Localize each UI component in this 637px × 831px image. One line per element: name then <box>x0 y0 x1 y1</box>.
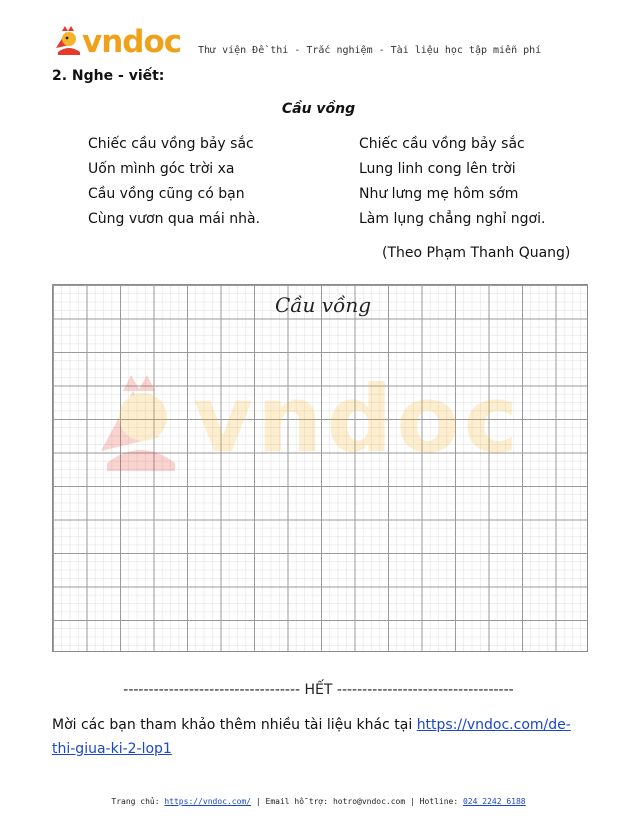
footer-home-label: Trang chủ: <box>111 797 165 806</box>
poem-line: Chiếc cầu vồng bảy sắc <box>88 136 254 152</box>
header-tagline: Thư viện Đề thi - Trắc nghiệm - Tài liệu học tập miễn phí <box>198 45 542 56</box>
reference-paragraph <box>52 713 592 761</box>
logo-text: vndoc <box>82 24 182 60</box>
mascot-icon <box>52 26 86 56</box>
handwritten-title: Cầu vồng <box>275 293 372 317</box>
poem-author: (Theo Phạm Thanh Quang) <box>382 245 571 261</box>
footer-home-link[interactable]: https://vndoc.com/ <box>164 797 252 806</box>
poem-line: Cùng vươn qua mái nhà. <box>88 211 261 227</box>
poem-line: Chiếc cầu vồng bảy sắc <box>359 136 525 152</box>
page-header <box>52 22 592 62</box>
footer-hotline-link[interactable]: 024 2242 6188 <box>462 797 526 806</box>
poem-line: Như lưng mẹ hôm sớm <box>359 186 519 202</box>
poem-line: Uốn mình góc trời xa <box>88 161 235 177</box>
watermark <box>93 365 533 475</box>
watermark-text: vndoc <box>193 366 523 473</box>
poem-line: Cầu vồng cũng có bạn <box>88 186 245 202</box>
footer-email-label: | Email hỗ trợ: hotro@vndoc.com | Hotline: <box>251 797 463 806</box>
page-footer <box>0 797 637 806</box>
watermark-mascot-icon <box>93 371 183 471</box>
handwriting-grid <box>52 284 588 652</box>
poem-right-column <box>359 132 545 232</box>
poem-left-column <box>88 132 260 232</box>
poem-title: Cầu vồng <box>281 101 356 117</box>
poem-line: Làm lụng chẳng nghỉ ngơi. <box>359 211 546 227</box>
reference-text: Mời các bạn tham khảo thêm nhiều tài liệu khác tại <box>52 717 417 733</box>
end-marker: ----------------------------------- HẾT ----------------------------------- <box>123 682 514 698</box>
vndoc-logo[interactable] <box>52 24 182 60</box>
section-title: 2. Nghe - viết: <box>52 68 165 84</box>
poem-line: Lung linh cong lên trời <box>359 161 516 177</box>
reference-link[interactable]: https://vndoc.com/de-thi-giua-ki-2-lop1 <box>52 717 571 757</box>
